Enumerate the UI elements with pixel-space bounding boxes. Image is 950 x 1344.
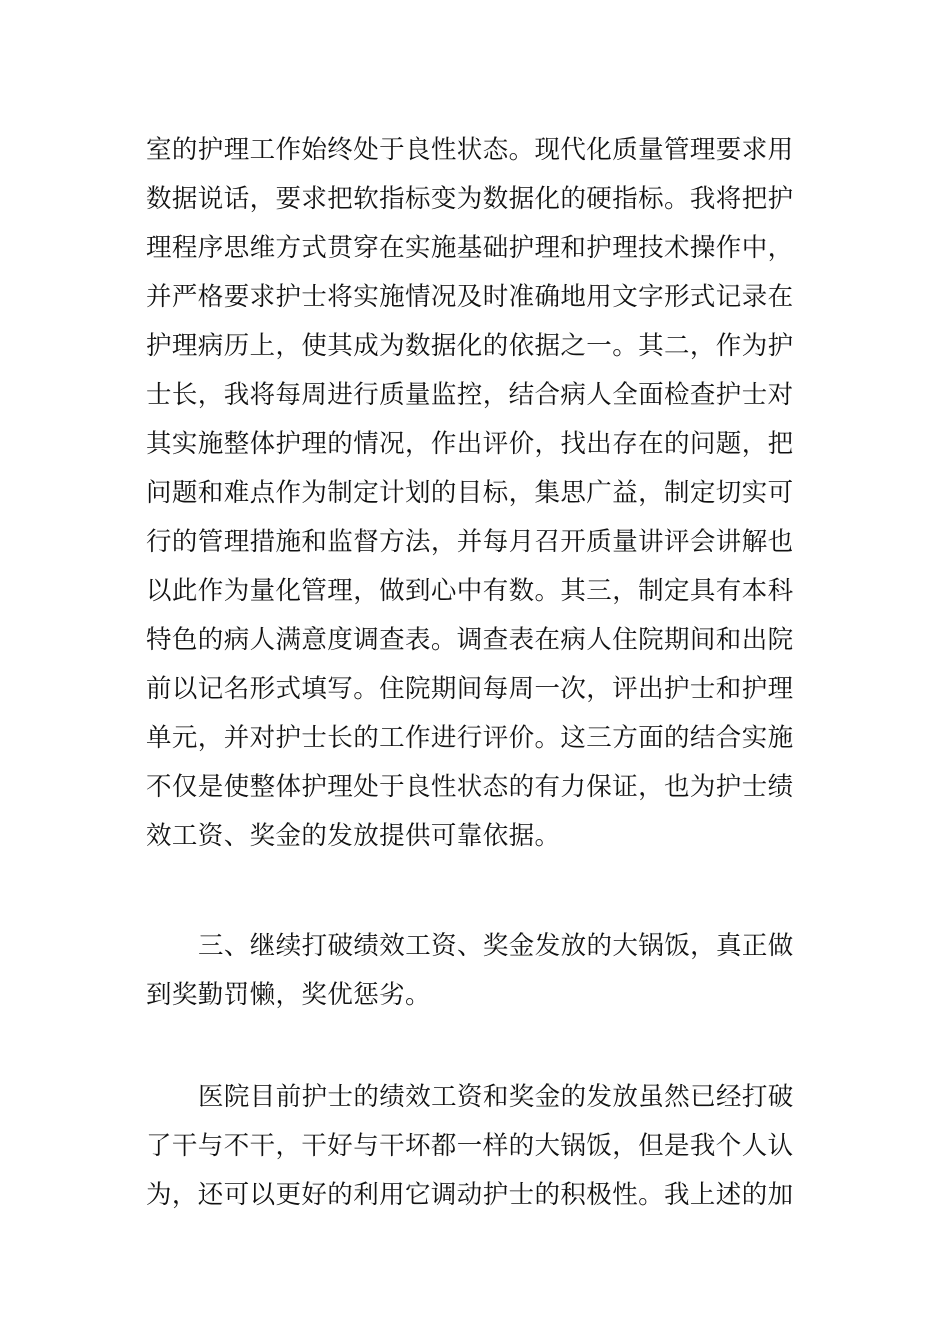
text-line: 前以记名形式填写。住院期间每周一次，评出护士和护理	[146, 674, 794, 704]
text-line: 不仅是使整体护理处于良性状态的有力保证，也为护士绩	[146, 772, 794, 802]
text-line: 数据说话，要求把软指标变为数据化的硬指标。我将把护	[146, 184, 794, 214]
text-line: 士长，我将每周进行质量监控，结合病人全面检查护士对	[146, 380, 794, 410]
heading-line: 到奖勤罚懒，奖优惩劣。	[146, 980, 431, 1010]
section-heading-three	[146, 922, 812, 1020]
text-line: 理程序思维方式贯穿在实施基础护理和护理技术操作中，	[146, 233, 794, 263]
text-line: 其实施整体护理的情况，作出评价，找出存在的问题，把	[146, 429, 794, 459]
text-line: 行的管理措施和监督方法，并每月召开质量讲评会讲解也	[146, 527, 794, 557]
heading-line: 三、继续打破绩效工资、奖金发放的大锅饭，真正做	[198, 931, 794, 961]
text-line: 单元，并对护士长的工作进行评价。这三方面的结合实施	[146, 723, 794, 753]
text-line: 医院目前护士的绩效工资和奖金的发放虽然已经打破	[198, 1082, 794, 1112]
text-line: 问题和难点作为制定计划的目标，集思广益，制定切实可	[146, 478, 794, 508]
text-line: 效工资、奖金的发放提供可靠依据。	[146, 821, 561, 851]
text-line: 了干与不干，干好与干坏都一样的大锅饭，但是我个人认	[146, 1131, 794, 1161]
text-line: 室的护理工作始终处于良性状态。现代化质量管理要求用	[146, 135, 794, 165]
text-line: 并严格要求护士将实施情况及时准确地用文字形式记录在	[146, 282, 794, 312]
text-line: 为，还可以更好的利用它调动护士的积极性。我上述的加	[146, 1180, 794, 1210]
text-line: 以此作为量化管理，做到心中有数。其三，制定具有本科	[146, 576, 794, 606]
paragraph-quality-management	[146, 126, 812, 861]
text-line: 特色的病人满意度调查表。调查表在病人住院期间和出院	[146, 625, 794, 655]
paragraph-bonus-distribution	[146, 1073, 812, 1220]
text-line: 护理病历上，使其成为数据化的依据之一。其二，作为护	[146, 331, 794, 361]
